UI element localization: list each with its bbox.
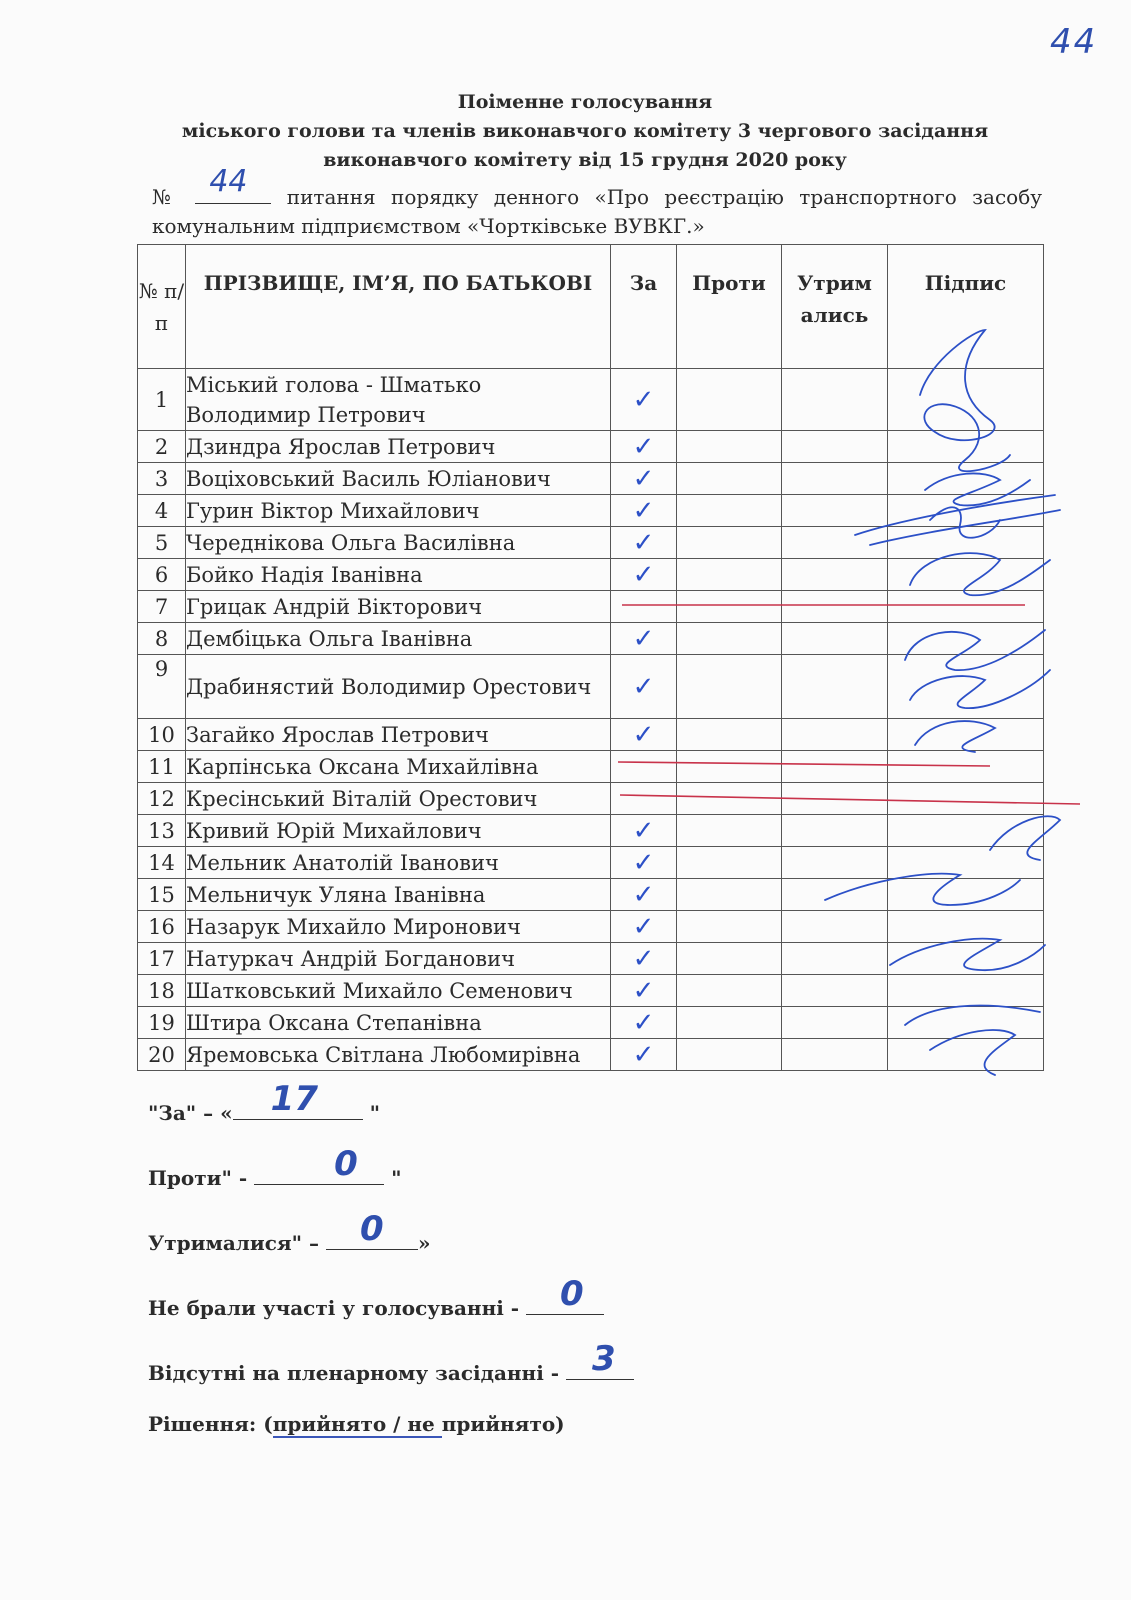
row-name: Штира Оксана Степанівна (186, 1007, 611, 1039)
summary-not-voted-blank (526, 1274, 604, 1315)
row-name: Кресінський Віталій Орестович (186, 783, 611, 815)
summary-absent-blank (566, 1339, 634, 1380)
row-num: 16 (138, 911, 186, 943)
summary-abstain-blank (326, 1209, 418, 1250)
cell-signature (888, 463, 1044, 495)
agenda-number-blank (195, 164, 271, 204)
row-name: Натуркач Андрій Богданович (186, 943, 611, 975)
cell-signature (888, 1007, 1044, 1039)
check-icon: ✓ (611, 527, 677, 559)
table-row (138, 655, 1044, 719)
row-name: Міський голова - Шматько Володимир Петрович (186, 369, 611, 431)
summary-against (148, 1144, 402, 1190)
cell-against (677, 879, 782, 911)
agenda-number: 44 (209, 164, 248, 199)
summary-abstain-label: Утрималися" – (148, 1231, 320, 1255)
summary-absent-label: Відсутні на пленарному засіданні - (148, 1361, 560, 1385)
summary-against-label: Проти" - (148, 1166, 248, 1190)
table-row (138, 527, 1044, 559)
row-name: Загайко Ярослав Петрович (186, 719, 611, 751)
cell-against (677, 815, 782, 847)
cell-against (677, 495, 782, 527)
decision-separator: / не (386, 1412, 442, 1436)
cell-against (677, 751, 782, 783)
row-num: 9 (138, 655, 186, 719)
cell-abstain (782, 975, 888, 1007)
row-num: 3 (138, 463, 186, 495)
summary-for (148, 1079, 381, 1125)
cell-signature (888, 559, 1044, 591)
cell-signature (888, 751, 1044, 783)
cell-signature (888, 431, 1044, 463)
cell-against (677, 623, 782, 655)
cell-against (677, 719, 782, 751)
agenda-item (152, 164, 1043, 241)
row-num: 7 (138, 591, 186, 623)
agenda-text: питання порядку денного «Про реєстрацію транспортного засобу комунальним підприємством «Чортківське ВУВКГ.» (152, 185, 1043, 238)
row-num: 13 (138, 815, 186, 847)
table-row (138, 911, 1044, 943)
cell-signature (888, 815, 1044, 847)
check-icon: ✓ (611, 655, 677, 719)
cell-against (677, 591, 782, 623)
check-icon: ✓ (611, 719, 677, 751)
cell-signature (888, 879, 1044, 911)
row-num: 6 (138, 559, 186, 591)
cell-abstain (782, 655, 888, 719)
table-row (138, 719, 1044, 751)
row-num: 12 (138, 783, 186, 815)
row-num: 15 (138, 879, 186, 911)
table-row (138, 623, 1044, 655)
row-name: Бойко Надія Іванівна (186, 559, 611, 591)
decision-open: ( (263, 1412, 273, 1436)
doc-title: Поіменне голосування (457, 91, 713, 113)
cell-against (677, 369, 782, 431)
header-abstain: Утрим ались (782, 245, 888, 369)
cell-signature (888, 911, 1044, 943)
check-icon: ✓ (611, 1007, 677, 1039)
check-icon: ✓ (611, 1039, 677, 1071)
table-row (138, 495, 1044, 527)
cell-abstain (782, 847, 888, 879)
cell-signature (888, 527, 1044, 559)
table-row (138, 369, 1044, 431)
row-name: Дембіцька Ольга Іванівна (186, 623, 611, 655)
table-header-row (138, 245, 1044, 369)
row-name: Драбинястий Володимир Орестович (186, 655, 611, 719)
table-row (138, 751, 1044, 783)
row-num: 10 (138, 719, 186, 751)
check-icon: ✓ (611, 623, 677, 655)
cell-signature (888, 655, 1044, 719)
row-name: Мельник Анатолій Іванович (186, 847, 611, 879)
cell-signature (888, 1039, 1044, 1071)
cell-abstain (782, 527, 888, 559)
row-name: Череднікова Ольга Василівна (186, 527, 611, 559)
check-icon: ✓ (611, 975, 677, 1007)
cell-against (677, 911, 782, 943)
cell-abstain (782, 943, 888, 975)
row-name: Яремовська Світлана Любомирівна (186, 1039, 611, 1071)
cell-signature (888, 719, 1044, 751)
cell-against (677, 943, 782, 975)
row-num: 14 (138, 847, 186, 879)
table-row (138, 975, 1044, 1007)
cell-signature (888, 975, 1044, 1007)
cell-signature (888, 943, 1044, 975)
decision-rejected-word: прийнято (441, 1412, 556, 1436)
row-name: Дзиндра Ярослав Петрович (186, 431, 611, 463)
summary-abstain-value: 0 (360, 1209, 384, 1249)
cell-against (677, 847, 782, 879)
row-num: 4 (138, 495, 186, 527)
check-icon: ✓ (611, 815, 677, 847)
row-num: 18 (138, 975, 186, 1007)
table-row (138, 815, 1044, 847)
row-num: 20 (138, 1039, 186, 1071)
cell-abstain (782, 369, 888, 431)
check-icon: ✓ (611, 431, 677, 463)
table-row (138, 943, 1044, 975)
row-name: Гурин Віктор Михайлович (186, 495, 611, 527)
cell-signature (888, 847, 1044, 879)
cell-against (677, 783, 782, 815)
cell-for (611, 783, 677, 815)
cell-against (677, 1007, 782, 1039)
summary-absent-value: 3 (592, 1339, 616, 1379)
summary-for-close: " (369, 1101, 381, 1125)
table-row (138, 1039, 1044, 1071)
cell-abstain (782, 463, 888, 495)
cell-against (677, 1039, 782, 1071)
cell-signature (888, 783, 1044, 815)
row-name: Воціховський Василь Юліанович (186, 463, 611, 495)
check-icon: ✓ (611, 943, 677, 975)
check-icon: ✓ (611, 369, 677, 431)
summary-not-voted-value: 0 (560, 1274, 584, 1314)
cell-signature (888, 495, 1044, 527)
row-num: 1 (138, 369, 186, 431)
cell-against (677, 527, 782, 559)
cell-signature (888, 591, 1044, 623)
cell-abstain (782, 591, 888, 623)
table-row (138, 463, 1044, 495)
cell-signature (888, 623, 1044, 655)
row-name: Кривий Юрій Михайлович (186, 815, 611, 847)
cell-abstain (782, 431, 888, 463)
decision-accepted: прийнято (272, 1412, 387, 1436)
check-icon: ✓ (611, 495, 677, 527)
cell-abstain (782, 815, 888, 847)
cell-against (677, 463, 782, 495)
summary-not-voted (148, 1274, 604, 1320)
check-icon: ✓ (611, 847, 677, 879)
table-row (138, 431, 1044, 463)
cell-abstain (782, 751, 888, 783)
check-icon: ✓ (611, 559, 677, 591)
row-num: 8 (138, 623, 186, 655)
row-name: Карпінська Оксана Михайлівна (186, 751, 611, 783)
row-num: 19 (138, 1007, 186, 1039)
table-row (138, 559, 1044, 591)
cell-against (677, 975, 782, 1007)
cell-abstain (782, 719, 888, 751)
decision-label: Рішення: (148, 1412, 257, 1436)
cell-for (611, 591, 677, 623)
table-row (138, 1007, 1044, 1039)
header-signature: Підпис (888, 245, 1044, 369)
cell-abstain (782, 495, 888, 527)
header-name: ПРІЗВИЩЕ, ІМ’Я, ПО БАТЬКОВІ (186, 245, 611, 369)
summary-abstain (148, 1209, 431, 1255)
row-name: Шатковський Михайло Семенович (186, 975, 611, 1007)
cell-for (611, 751, 677, 783)
agenda-prefix: № (152, 185, 180, 209)
summary-abstain-close: » (418, 1231, 431, 1255)
cell-abstain (782, 911, 888, 943)
table-row (138, 847, 1044, 879)
row-num: 5 (138, 527, 186, 559)
summary-for-label: "За" – « (148, 1101, 233, 1125)
decision-line (148, 1412, 565, 1436)
cell-abstain (782, 1007, 888, 1039)
summary-against-blank (254, 1144, 384, 1185)
cell-against (677, 559, 782, 591)
header-against: Проти (677, 245, 782, 369)
table-row (138, 879, 1044, 911)
row-name: Мельничук Уляна Іванівна (186, 879, 611, 911)
cell-abstain (782, 559, 888, 591)
voting-table (137, 244, 1044, 1071)
cell-against (677, 655, 782, 719)
cell-abstain (782, 1039, 888, 1071)
doc-subtitle-2: виконавчого комітету від 15 грудня 2020 року (323, 149, 847, 171)
summary-absent (148, 1339, 634, 1385)
cell-against (677, 431, 782, 463)
summary-against-close: " (391, 1166, 402, 1190)
header-for: За (611, 245, 677, 369)
row-name: Грицак Андрій Вікторович (186, 591, 611, 623)
cell-abstain (782, 879, 888, 911)
doc-subtitle-1: міського голови та членів виконавчого комітету 3 чергового засідання (181, 120, 989, 142)
check-icon: ✓ (611, 463, 677, 495)
row-num: 2 (138, 431, 186, 463)
cell-abstain (782, 783, 888, 815)
cell-signature (888, 369, 1044, 431)
cell-abstain (782, 623, 888, 655)
decision-close: ) (555, 1412, 565, 1436)
check-icon: ✓ (611, 911, 677, 943)
summary-not-voted-label: Не брали участі у голосуванні - (148, 1296, 520, 1320)
summary-for-value: 17 (270, 1079, 318, 1119)
row-num: 11 (138, 751, 186, 783)
summary-for-blank (233, 1079, 363, 1120)
table-row (138, 591, 1044, 623)
header-num: № п/ п (138, 245, 186, 369)
summary-against-value: 0 (334, 1144, 358, 1184)
page-number: 44 (1050, 22, 1098, 62)
table-row (138, 783, 1044, 815)
row-name: Назарук Михайло Миронович (186, 911, 611, 943)
check-icon: ✓ (611, 879, 677, 911)
row-num: 17 (138, 943, 186, 975)
